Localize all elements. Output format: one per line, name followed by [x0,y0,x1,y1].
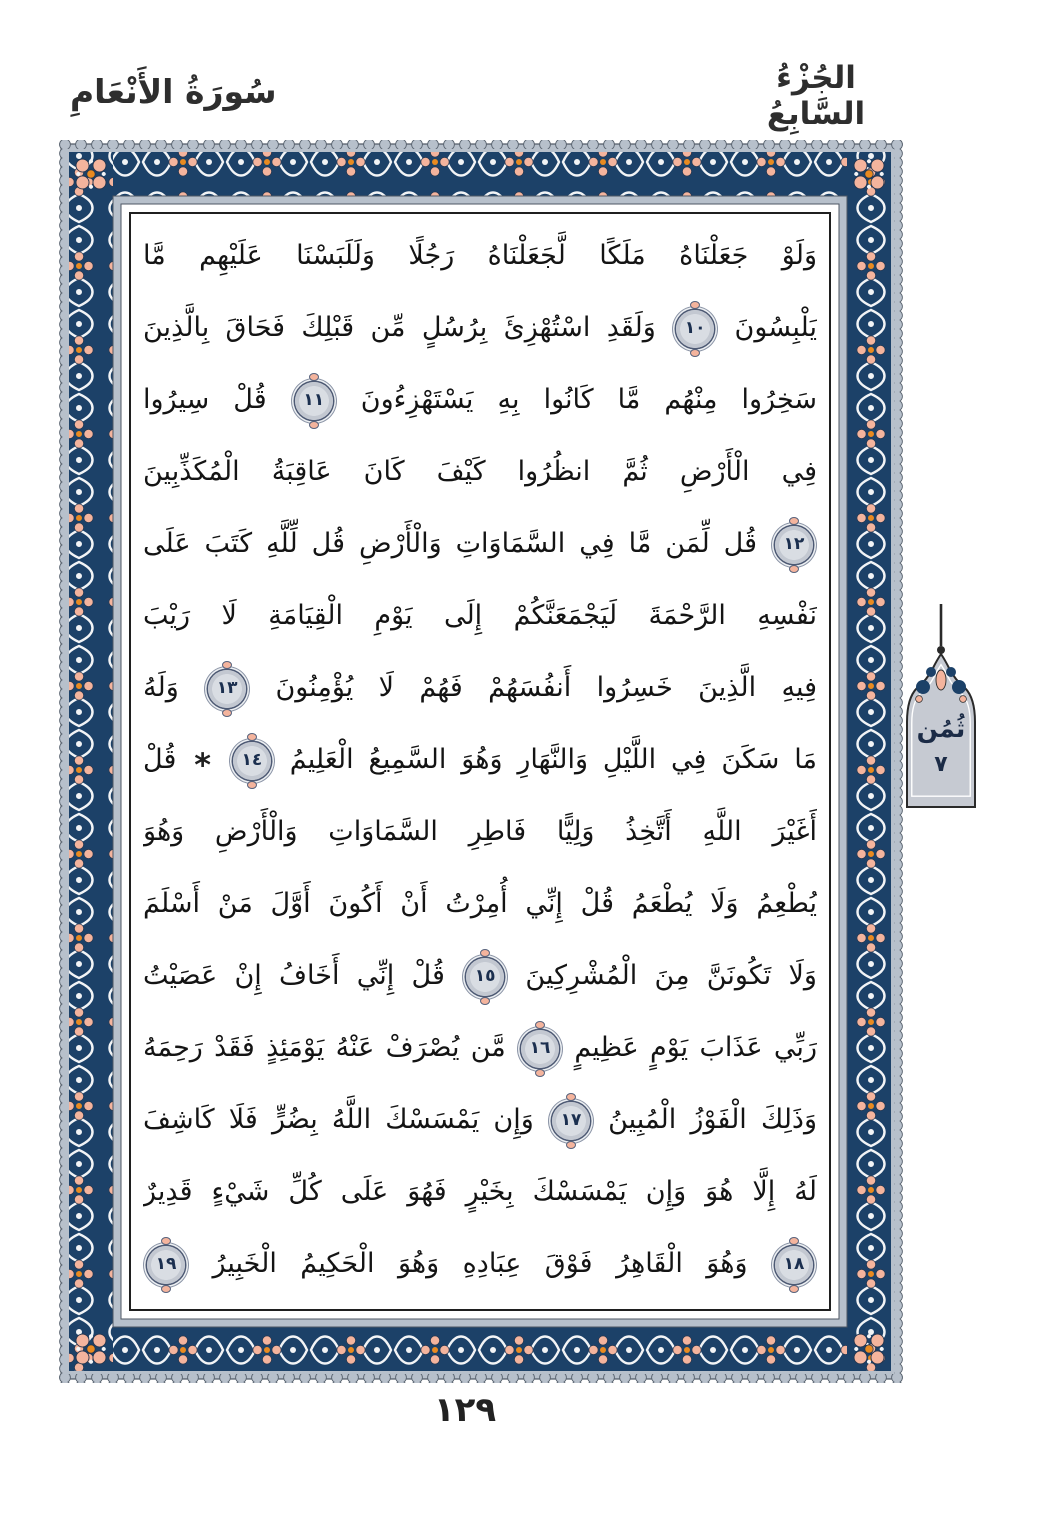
ornamental-frame [57,140,903,1383]
ayah-text: لَهُ إِلَّا هُوَ وَإِن يَمْسَسْكَ بِخَيْرٍ فَهُوَ عَلَى كُلِّ شَيْءٍ قَدِيرٌ [143,1176,817,1207]
ayah-text: وَلَا تَكُونَنَّ مِنَ الْمُشْرِكِينَ [525,960,817,991]
quran-line [143,1228,817,1300]
verse-number: ١٨ [783,1254,805,1274]
ayah-text: مَّن يُصْرَفْ عَنْهُ يَوْمَئِذٍ فَقَدْ رَحِمَهُ [143,1032,506,1063]
verse-marker [521,1030,559,1068]
ayah-text: وَهُوَ الْقَاهِرُ فَوْقَ عِبَادِهِ وَهُوَ الْحَكِيمُ الْخَبِيرُ [212,1248,748,1279]
verse-marker [552,1102,590,1140]
ayah-text: سَخِرُوا مِنْهُم مَّا كَانُوا بِهِ يَسْتَهْزِءُونَ [360,384,817,415]
verse-marker [208,670,246,708]
ayah-text: قُلْ سِيرُوا [143,384,267,415]
ayah-text: يَلْبِسُونَ [734,312,817,343]
verse-marker [775,526,813,564]
quran-line [143,580,817,652]
ayah-text: نَفْسِهِ الرَّحْمَةَ لَيَجْمَعَنَّكُمْ إِلَى يَوْمِ الْقِيَامَةِ لَا رَيْبَ [143,600,817,631]
thumn-label: ثُمُن [916,714,966,743]
ayah-text: وَلَهُ [143,672,179,703]
ayah-text: وَذَلِكَ الْفَوْزُ الْمُبِينُ [608,1104,817,1135]
juz-title: الجُزْءُ السَّابِعُ [766,60,866,132]
ayah-text: قُلْ [143,744,177,775]
ayah-text: فِي الْأَرْضِ ثُمَّ انظُرُوا كَيْفَ كَانَ عَاقِبَةُ الْمُكَذِّبِينَ [143,456,817,487]
thumn-number: ٧ [934,752,948,777]
quran-line [143,1084,817,1156]
ayah-text: مَا سَكَنَ فِي اللَّيْلِ وَالنَّهَارِ وَهُوَ السَّمِيعُ الْعَلِيمُ [289,744,817,775]
quran-line [143,1012,817,1084]
verse-number: ١٠ [684,318,706,338]
quran-line [143,436,817,508]
verse-marker [775,1246,813,1284]
verse-number: ١٢ [783,534,805,554]
verse-number: ١٩ [155,1254,177,1274]
verse-marker [466,958,504,996]
quran-line [143,652,817,724]
ayah-text: وَلَقَدِ اسْتُهْزِئَ بِرُسُلٍ مِّن قَبْلِكَ فَحَاقَ بِالَّذِينَ [143,312,656,343]
ayah-text: يُطْعِمُ وَلَا يُطْعَمُ قُلْ إِنِّي أُمِرْتُ أَنْ أَكُونَ أَوَّلَ مَنْ أَسْلَمَ [143,888,817,919]
ayah-text: وَإِن يَمْسَسْكَ اللَّهُ بِضُرٍّ فَلَا كَاشِفَ [143,1104,534,1135]
hizb-section-medallion [893,602,989,817]
verse-marker [676,310,714,348]
hizb-star-icon: * [194,746,211,784]
verse-number: ١٥ [474,966,496,986]
quran-line [143,364,817,436]
medallion-art [893,602,989,817]
verse-marker [147,1246,185,1284]
ayah-text: رَبِّي عَذَابَ يَوْمٍ عَظِيمٍ [574,1032,817,1063]
quran-line [143,220,817,292]
verse-marker [233,742,271,780]
quran-line [143,796,817,868]
quran-line [143,1156,817,1228]
quran-line [143,508,817,580]
quran-line [143,940,817,1012]
page-number: ١٢٩ [433,1390,497,1430]
ayah-text: قُلْ إِنِّي أَخَافُ إِنْ عَصَيْتُ [143,960,445,991]
ayah-text: وَلَوْ جَعَلْنَاهُ مَلَكًا لَّجَعَلْنَاهُ رَجُلًا وَلَلَبَسْنَا عَلَيْهِم مَّا [143,240,817,271]
quran-line [143,868,817,940]
verse-number: ١٣ [216,678,238,698]
quran-text-block [129,212,831,1311]
surah-title: سُورَةُ الأَنْعَامِ [70,72,277,111]
verse-number: ١١ [303,390,325,410]
quran-line [143,292,817,364]
ayah-text: فِيهِ الَّذِينَ خَسِرُوا أَنفُسَهُمْ فَهُمْ لَا يُؤْمِنُونَ [275,672,817,703]
ayah-text: قُل لِّمَن مَّا فِي السَّمَاوَاتِ وَالْأَرْضِ قُل لِّلَّهِ كَتَبَ عَلَى [143,528,758,559]
verse-marker [295,382,333,420]
verse-number: ١٤ [241,750,263,770]
ayah-text: أَغَيْرَ اللَّهِ أَتَّخِذُ وَلِيًّا فَاطِرِ السَّمَاوَاتِ وَالْأَرْضِ وَهُوَ [143,816,817,847]
verse-number: ١٧ [560,1110,582,1130]
verse-number: ١٦ [529,1038,551,1058]
quran-line [143,724,817,796]
